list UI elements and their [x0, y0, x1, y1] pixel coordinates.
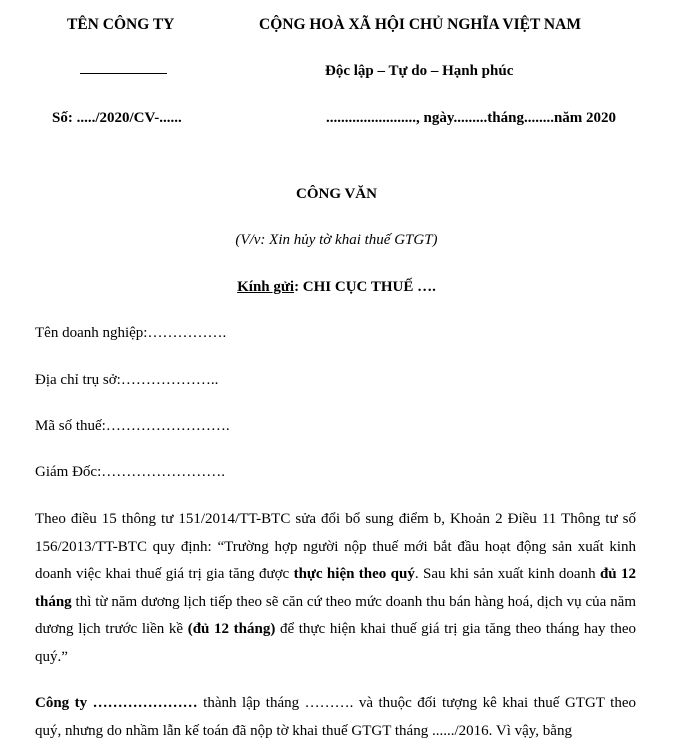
paragraph-company: [35, 690, 636, 745]
para1-text-2: . Sau khi sản xuất kinh doanh: [414, 566, 600, 583]
field-tax-code: Mã số thuế:…………………….: [35, 418, 230, 434]
para1-text-1: Theo điều 15 thông tư 151/2014/TT-BTC sửa đổi bổ sung điểm b, Khoản 2 Điều 11 Thông tư số 156/2013/TT-BTC quy định: “Trường hợp người nộp thuế mới bắt đầu hoạt động sản xuất kinh doanh việc khai thuế giá trị gia tăng được: [35, 511, 636, 583]
company-name: TÊN CÔNG TY: [67, 16, 175, 33]
doc-number: Số: ...../2020/CV-......: [52, 110, 182, 126]
country-name: CỘNG HOÀ XÃ HỘI CHỦ NGHĨA VIỆT NAM: [259, 16, 581, 33]
recipient-value: : CHI CỤC THUẾ ….: [294, 279, 436, 295]
para2-text-1: thành lập tháng ………. và thuộc đối tượng kê khai thuế GTGT theo quý, nhưng do nhầm lẫn kế toán đã nộp tờ khai thuế GTGT tháng ....../2016. Vì vậy, bằng: [35, 695, 636, 739]
doc-heading: CÔNG VĂN: [296, 186, 377, 202]
doc-subject: (V/v: Xin hủy tờ khai thuế GTGT): [235, 232, 438, 248]
recipient-label: Kính gửi: [237, 279, 295, 295]
field-director: Giám Đốc:…………………….: [35, 464, 225, 480]
para2-bold-1: Công ty …………………: [35, 695, 198, 711]
para1-text-3: thì từ năm dương lịch tiếp theo sẽ căn cứ theo mức doanh thu bán hàng hoá, dịch vụ của năm dương lịch trước liền kề: [35, 593, 636, 638]
para1-bold-3: (đủ 12 tháng): [187, 621, 276, 638]
para1-text-4: để thực hiện khai thuế giá trị gia tăng theo tháng hay theo quý.”: [35, 621, 636, 665]
field-company-name: Tên doanh nghiệp:…………….: [35, 325, 227, 341]
company-underline: [80, 73, 167, 74]
motto: Độc lập – Tự do – Hạnh phúc: [325, 63, 514, 79]
para1-bold-2: đủ 12 tháng: [35, 566, 636, 610]
paragraph-regulation: [35, 506, 636, 672]
date-line: ........................, ngày.........tháng........năm 2020: [326, 110, 617, 126]
recipient-line: [0, 279, 673, 296]
field-address: Địa chỉ trụ sở:………………..: [35, 372, 219, 388]
para1-bold-1: thực hiện theo quý: [293, 566, 415, 583]
